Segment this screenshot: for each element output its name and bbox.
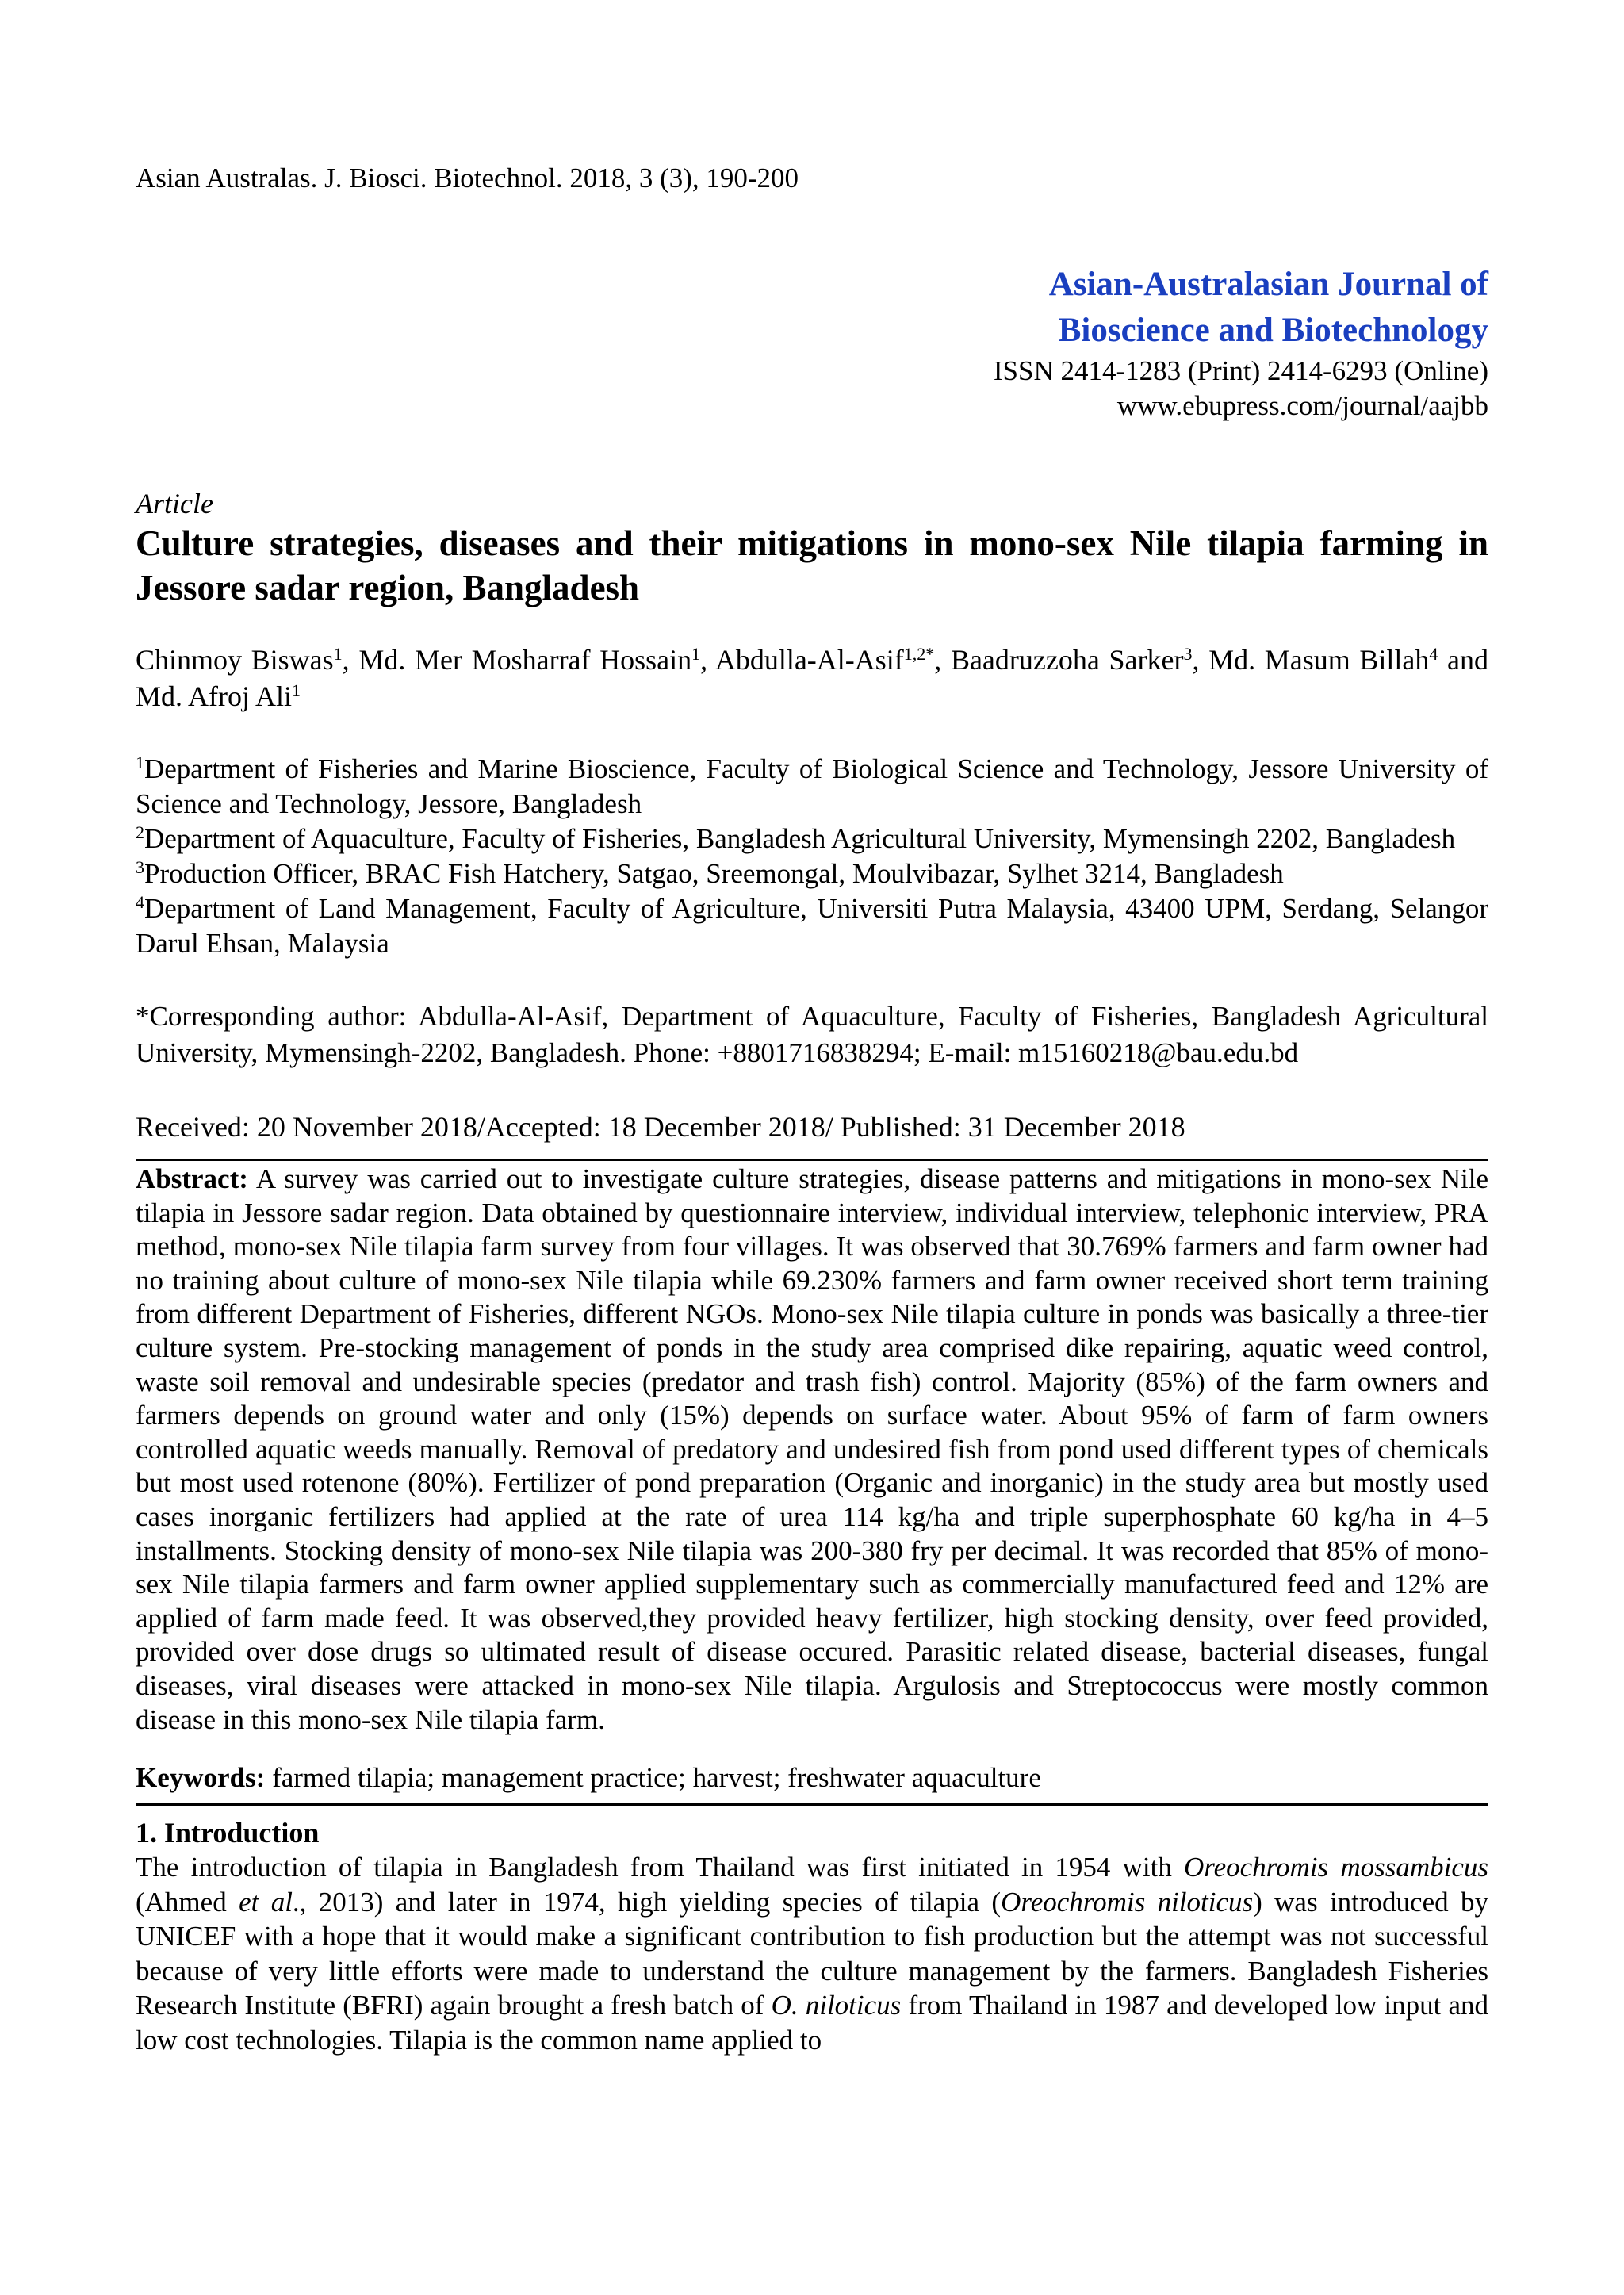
intro-text: (Ahmed (136, 1886, 239, 1918)
author-affiliation-marker: 1 (691, 644, 701, 664)
article-type: Article (136, 488, 213, 519)
author-separator: and (1438, 644, 1488, 676)
received-dates: Received: 20 November 2018/Accepted: 18 December 2018/ Published: 31 December 2018 (136, 1111, 1185, 1143)
author-name: Md. Masum Billah (1208, 644, 1430, 676)
author-affiliation-marker: 1,2* (903, 644, 935, 664)
author-separator: , (1192, 644, 1209, 676)
keywords-label: Keywords: (136, 1762, 266, 1794)
intro-italic-text: O. niloticus (771, 1990, 902, 2021)
affiliation-list (136, 752, 1488, 961)
author-name: Abdulla-Al-Asif (714, 644, 904, 676)
page-content (136, 162, 1488, 2058)
affiliation-number: 1 (136, 753, 144, 772)
journal-name-line2: Bioscience and Biotechnology (1058, 312, 1488, 349)
author-affiliation-marker: 1 (333, 644, 343, 664)
affiliation-number: 3 (136, 857, 144, 877)
keywords (136, 1761, 1488, 1795)
section-heading-introduction: 1. Introduction (136, 1817, 320, 1849)
intro-italic-text: et al (239, 1886, 293, 1918)
author-separator: , (342, 644, 359, 676)
journal-name-line1: Asian-Australasian Journal of (1048, 266, 1488, 303)
intro-text: ) was introduced by UNICEF with a hope that it would make a significant contribution to fish production but the attempt was not successful because of very little efforts were made to understand the culture management by the farmers. Bangladesh Fisheries Research Institute (BFRI) again brought a fresh batch of (136, 1886, 1488, 2021)
author-affiliation-marker: 4 (1429, 644, 1438, 664)
keywords-bottom-rule (136, 1803, 1488, 1806)
author-name: Chinmoy Biswas (136, 644, 334, 676)
affiliation-text: Department of Aquaculture, Faculty of Fisheries, Bangladesh Agricultural University, Mymensingh 2202, Bangladesh (144, 823, 1456, 854)
journal-citation: Asian Australas. J. Biosci. Biotechnol. 2018, 3 (3), 190-200 (136, 163, 799, 193)
journal-url[interactable]: www.ebupress.com/journal/aajbb (1116, 390, 1488, 421)
affiliation-item (136, 856, 1488, 891)
affiliation-text: Production Officer, BRAC Fish Hatchery, Satgao, Sreemongal, Moulvibazar, Sylhet 3214, Bangladesh (144, 858, 1284, 889)
article-title: Culture strategies, diseases and their mitigations in mono-sex Nile tilapia farming in Jessore sadar region, Bangladesh (136, 523, 1488, 607)
affiliation-number: 2 (136, 822, 144, 842)
affiliation-text: Department of Land Management, Faculty of Agriculture, Universiti Putra Malaysia, 43400 UPM, Serdang, Selangor Darul Ehsan, Malaysia (136, 893, 1488, 959)
author-list (136, 642, 1488, 715)
corresponding-author: *Corresponding author: Abdulla-Al-Asif, Department of Aquaculture, Faculty of Fisheries, Bangladesh Agricultural University, Mymensingh-2202, Bangladesh. Phone: +8801716838294; E-mail: m15160218@bau.edu.bd (136, 1001, 1488, 1068)
author-name: Md. Mer Mosharraf Hossain (358, 644, 692, 676)
introduction-paragraph (136, 1850, 1488, 2058)
affiliation-item (136, 822, 1488, 856)
author-name: Md. Afroj Ali (136, 680, 293, 712)
author-affiliation-marker: 3 (1183, 644, 1193, 664)
journal-header (136, 262, 1488, 423)
intro-italic-text: Oreochromis mossambicus (1184, 1852, 1488, 1883)
intro-text: ., 2013) and later in 1974, high yielding species of tilapia ( (292, 1886, 1002, 1918)
affiliation-text: Department of Fisheries and Marine Bioscience, Faculty of Biological Science and Technology, Jessore University of Science and Technology, Jessore, Bangladesh (136, 753, 1488, 819)
intro-text: The introduction of tilapia in Bangladesh from Thailand was first initiated in 1954 with (136, 1852, 1185, 1883)
abstract-label: Abstract: (136, 1163, 248, 1194)
intro-italic-text: Oreochromis niloticus (1001, 1886, 1254, 1918)
author-affiliation-marker: 1 (292, 680, 301, 700)
intro-text: from Thailand in 1987 and developed low input and low cost technologies. Tilapia is the common name applied to (136, 1990, 1489, 2056)
author-name: Baadruzzoha Sarker (950, 644, 1184, 676)
author-separator: , (934, 644, 951, 676)
affiliation-item (136, 891, 1488, 961)
affiliation-number: 4 (136, 892, 144, 912)
author-separator: , (700, 644, 715, 676)
abstract (136, 1161, 1488, 1737)
affiliation-item (136, 752, 1488, 822)
abstract-text: A survey was carried out to investigate culture strategies, disease patterns and mitigations in mono-sex Nile tilapia in Jessore sadar region. Data obtained by questionnaire interview, individual interview, telephonic interview, PRA method, mono-sex Nile tilapia farm survey from four villages. It was observed that 30.769% farmers and farm owner had no training about culture of mono-sex Nile tilapia while 69.230% farmers and farm owner received short term training from different Department of Fisheries, different NGOs. Mono-sex Nile tilapia culture in ponds was basically a three-tier culture system. Pre-stocking management of ponds in the study area comprised dike repairing, aquatic weed control, waste soil removal and undesirable species (predator and trash fish) control. Majority (85%) of the farm owners and farmers depends on ground water and only (15%) depends on surface water. About 95% of farm of farm owners controlled aquatic weeds manually. Removal of predatory and undesired fish from pond used different types of chemicals but most used rotenone (80%). Fertilizer of pond preparation (Organic and inorganic) in the study area but mostly used cases inorganic fertilizers had applied at the rate of urea 114 kg/ha and triple superphosphate 60 kg/ha in 4–5 installments. Stocking density of mono-sex Nile tilapia was 200-380 fry per decimal. It was recorded that 85% of mono-sex Nile tilapia farmers and farm owner applied supplementary such as commercially manufactured feed and 12% are applied of farm made feed. It was observed,they provided heavy fertilizer, high stocking density, over feed provided, provided over dose drugs so ultimated result of disease occured. Parasitic related disease, bacterial diseases, fungal diseases, viral diseases were attacked in mono-sex Nile tilapia. Argulosis and Streptococcus were mostly common disease in this mono-sex Nile tilapia farm. (136, 1163, 1488, 1735)
keywords-text: farmed tilapia; management practice; harvest; freshwater aquaculture (265, 1762, 1041, 1794)
journal-issn: ISSN 2414-1283 (Print) 2414-6293 (Online) (993, 355, 1488, 386)
